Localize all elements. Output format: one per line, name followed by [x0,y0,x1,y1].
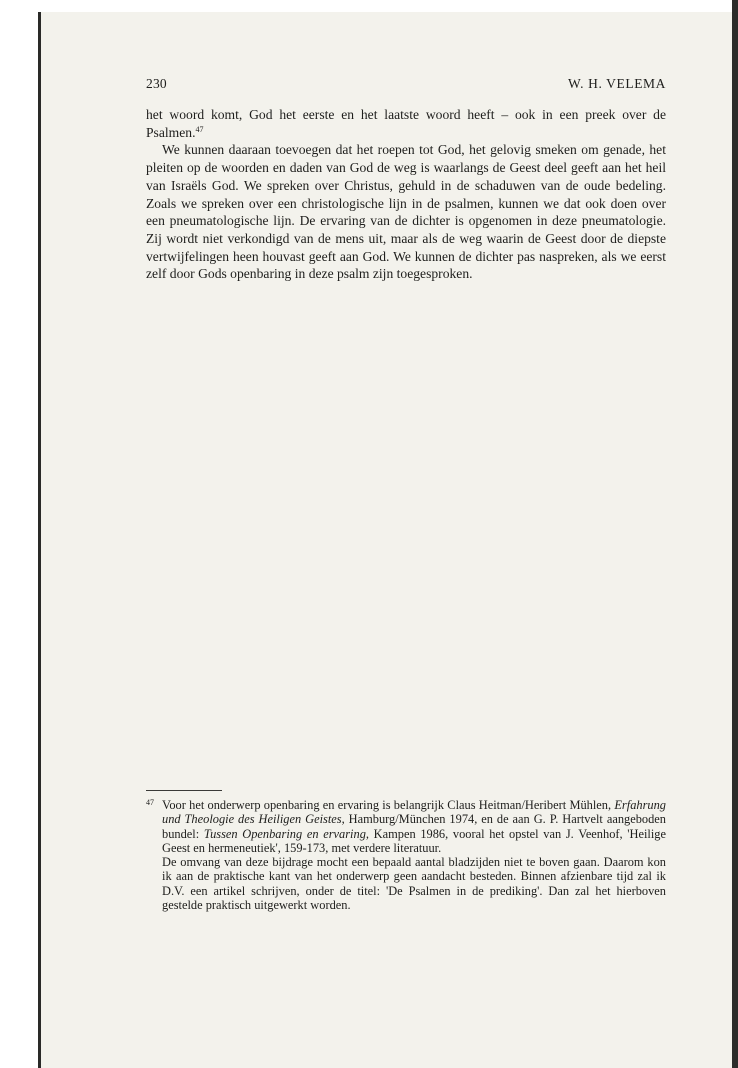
paragraph-1 [146,106,666,141]
footnote-title-1: Erfahrung und Theologie des Heiligen Geistes, [162,798,666,827]
footnote-title-2: Tussen Openbaring en ervaring, [203,826,369,841]
footnote-text: Kampen 1986, vooral het opstel van J. Veenhof, 'Heilige Geest en hermeneutiek', 159-173, met verdere literatuur. [162,826,667,855]
main-text [146,106,666,283]
footnote-paragraph-1 [162,798,666,855]
running-head-author: W. H. VELEMA [568,76,666,91]
paragraph-1-text: het woord komt, God het eerste en het laatste woord heeft – ook in een preek over de Psalmen. [146,107,666,140]
footnote-ref-47[interactable]: 47 [195,124,204,134]
scan-right-edge [732,0,738,1068]
footnote-number: 47 [146,798,154,807]
footnote-text: Voor het onderwerp openbaring en ervaring is belangrijk Claus Heitman/Heribert Mühlen, [162,798,615,812]
footnote-rule [146,790,222,791]
footnote-47 [146,798,666,912]
footnotes [146,798,666,912]
running-head [146,76,666,94]
footnote-paragraph-2: De omvang van deze bijdrage mocht een bepaald aantal bladzijden niet te boven gaan. Daarom kon ik aan de praktische kant van het onderwerp geen aandacht besteden. Binnen afzienbare tijd zal ik D.V. een artikel schrijven, onder de titel: 'De Psalmen in de prediking'. Dan zal het hierboven gestelde praktisch uitgewerkt worden. [162,855,666,913]
scan-top-edge [40,0,738,12]
footnote-text: Hamburg/München 1974, en de aan G. P. Hartvelt aangeboden bundel: [162,812,666,841]
page-number: 230 [146,76,167,91]
paragraph-2: We kunnen daaraan toevoegen dat het roepen tot God, het gelovig smeken om genade, het pleiten op de woorden en daden van God de weg is waarlangs de Geest deel geeft aan het heil van Israëls God. We spreken over Christus, gehuld in de schaduwen van de oude bedeling. Zoals we spreken over een christologische lijn in de psalmen, kunnen we dat ook doen over een pneumatologische lijn. De ervaring van de dichter is opgenomen in deze pneumatologie. Zij wordt niet verkondigd van de mens uit, maar als de weg waarin de Geest door de diepste vertwijfelingen heen houvast geeft aan God. We kunnen de dichter pas naspreken, als we eerst zelf door Gods openbaring in deze psalm zijn toegesproken. [146,142,666,282]
